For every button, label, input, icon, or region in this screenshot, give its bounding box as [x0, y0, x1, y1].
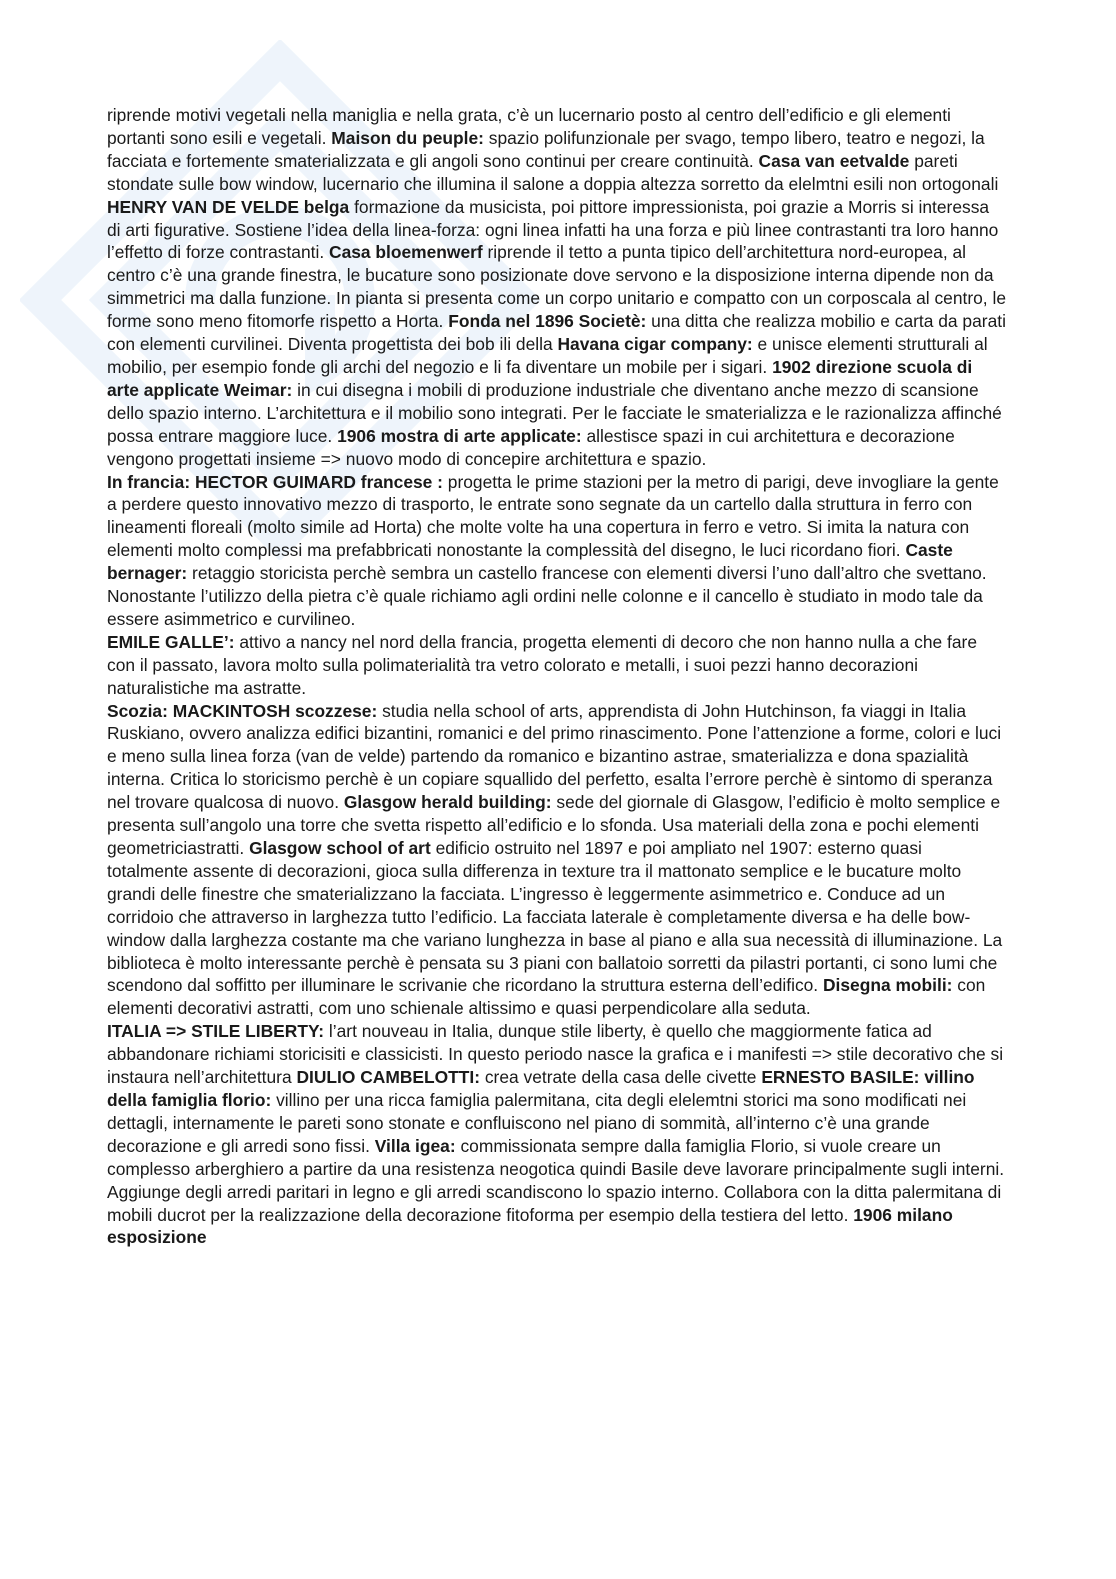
bold-heading-text: 1902 direzione scuola di arte applicate Weimar: — [107, 356, 973, 400]
bold-heading-text: EMILE GALLE’: — [107, 631, 235, 652]
bold-heading-text: Scozia: MACKINTOSH scozzese: — [107, 700, 378, 721]
body-text: edificio ostruito nel 1897 e poi ampliato nel 1907: esterno quasi totalmente assente di decorazioni, gioca sulla differenza in texture tra il mattonato semplice e le bucature molto grandi delle finestre che smaterializzano la facciata. L’ingresso è leggermente asimmetrico e. Conduce ad un corridoio che attraverso in larghezza tutto l’edificio. La facciata laterale è completamente diversa e ha delle bow-window dalla larghezza costante ma che variano lunghezza in base al piano e alla sua necessità di illuminazione. La biblioteca è molto interessante perchè è pensata su 3 piani con ballatoio sorretti da pilastri portanti, ci sono lumi che scendono dal soffitto per illuminare le scrivanie che ricordano la struttura esterna dell’edifico. — [107, 838, 1003, 996]
body-text: una ditta che realizza mobilio e carta da parati con elementi curvilinei. Diventa progettista dei bob ili della — [107, 311, 1006, 355]
body-text: commissionata sempre dalla famiglia Florio, si vuole creare un complesso arberghiero a partire da una resistenza neogotica quindi Basile deve lavorare principalmente sugli interni. Aggiunge degli arredi paritari in legno e gli arredi scandiscono lo spazio interno. Collabora con la ditta palermitana di mobili ducrot per la realizzazione della decorazione fitoforma per esempio della testiera del letto. — [107, 1135, 1005, 1225]
bold-heading-text: Casa bloemenwerf — [329, 242, 483, 263]
paragraph — [107, 471, 1007, 631]
bold-heading-text: DIULIO CAMBELOTTI: — [296, 1067, 481, 1088]
paragraph — [107, 631, 1007, 700]
body-text: allestisce spazi in cui architettura e decorazione vengono progettati insieme => nuovo modo di concepire architettura e spazio. — [107, 425, 955, 469]
body-text: con elementi decorativi astratti, com uno schienale altissimo e quasi perpendicolare alla seduta. — [107, 975, 986, 1019]
document-body — [107, 104, 1007, 1249]
paragraph — [107, 700, 1007, 1021]
bold-heading-text: Glasgow herald building: — [343, 792, 552, 813]
body-text: pareti stondate sulle bow window, lucernario che illumina il salone a doppia altezza sorretto da elelmtni esili non ortogonali — [107, 150, 999, 194]
bold-heading-text: Glasgow school of art — [249, 838, 431, 858]
body-text: riprende motivi vegetali nella maniglia e nella grata, c’è un lucernario posto al centro dell’edificio e gli elementi portanti sono esili e vegetali. — [107, 105, 951, 148]
body-text: studia nella school of arts, apprendista di John Hutchinson, fa viaggi in Italia Ruskiano, ovvero analizza edifici bizantini, romanici e del primo rinascimento. Pone l’attenzione a forme, colori e luci e meno sulla linea forza (van de velde) partendo da romanico e bizantino astrae, smaterializza e dona spazialità interna. Critica lo storicismo perchè è un copiare squallido del perfetto, esalta l’errore perchè è sintomo di speranza nel trovare qualcosa di nuovo. — [107, 700, 1002, 813]
paragraph — [107, 1020, 1007, 1249]
bold-heading-text: Fonda nel 1896 Societè: — [448, 311, 647, 332]
body-text: spazio polifunzionale per svago, tempo libero, teatro e negozi, la facciata e fortemente smaterializzata e gli angoli sono continui per creare continuità. — [107, 127, 985, 171]
body-text: e unisce elementi strutturali al mobilio, per esempio fonde gli archi del negozio e li fa diventare un mobile per i sigari. — [107, 334, 988, 377]
body-text: formazione da musicista, poi pittore impressionista, poi grazie a Morris si interessa di arti figurative. Sostiene l’idea della linea-forza: ogni linea infatti ha una forza e più linee contrastanti tra loro hanno l’effetto di forze contrastanti. — [107, 196, 999, 263]
bold-heading-text: Caste bernager: — [107, 540, 953, 584]
body-text: in cui disegna i mobili di produzione industriale che diventano anche mezzo di scansione dello spazio interno. L’architettura e il mobilio sono integrati. Per le facciate le smaterializza e le razionalizza affinché possa entrare maggiore luce. — [107, 379, 1002, 446]
body-text: villino per una ricca famiglia palermitana, cita degli elelemtni storici ma sono modificati nei dettagli, internamente le pareti sono stonate e confluiscono nel piano di sommità, all’interno c’è una grande decorazione e gli arredi sono fissi. — [107, 1089, 967, 1156]
bold-heading-text: 1906 milano esposizione — [107, 1204, 953, 1248]
bold-heading-text: Disegna mobili: — [822, 975, 953, 996]
bold-heading-text: Casa van eetvalde — [758, 150, 910, 171]
paragraph — [107, 196, 1007, 471]
bold-heading-text: 1906 mostra di arte applicate: — [337, 425, 582, 446]
body-text: retaggio storicista perchè sembra un castello francese con elementi diversi l’uno dall’altro che svettano. Nonostante l’utilizzo della pietra c’è quale richiamo agli ordini nelle colonne e il cancello è studiato in modo tale da essere asimmetrico e curvilineo. — [107, 563, 987, 629]
bold-heading-text: ITALIA => STILE LIBERTY: — [107, 1021, 325, 1042]
bold-heading-text: In francia: HECTOR GUIMARD francese : — [107, 471, 443, 492]
body-text: sede del giornale di Glasgow, l’edificio è molto semplice e presenta sull’angolo una torre che svetta rispetto all’edificio e lo sfonda. Usa materiali della zona e pochi elementi geometriciastratti. — [107, 792, 1001, 858]
body-text: progetta le prime stazioni per la metro di parigi, deve invogliare la gente a perdere questo innovativo mezzo di trasporto, le entrate sono segnate da un cartello dalla struttura in ferro con lineamenti floreali (molto simile ad Horta) che molte volte ha una copertura in ferro e vetro. Si imita la natura con elementi molto complessi ma prefabbricati nonostante la complessità del disegno, le luci ricordano fiori. — [107, 471, 999, 561]
body-text: attivo a nancy nel nord della francia, progetta elementi di decoro che non hanno nulla a che fare con il passato, lavora molto sulla polimaterialità tra vetro colorato e metalli, i suoi pezzi hanno decorazioni naturalistiche ma astratte. — [107, 631, 978, 698]
bold-heading-text: ERNESTO BASILE: villino della famiglia florio: — [107, 1067, 975, 1110]
bold-heading-text: Villa igea: — [374, 1135, 456, 1156]
body-text: l’art nouveau in Italia, dunque stile liberty, è quello che maggiormente fatica ad abbandonare richiami storicisiti e classicisti. In questo periodo nasce la grafica e i manifesti => stile decorativo che si instaura nell’architettura — [107, 1021, 1004, 1088]
paragraph — [107, 104, 1007, 196]
body-text: riprende il tetto a punta tipico dell’architettura nord-europea, al centro c’è una grande finestra, le bucature sono posizionate dove servono e la disposizione interna dipende non da simmetrici ma dalla funzione. In pianta si presenta come un corpo unitario e compatto con un corposcala al centro, le forme sono meno fitomorfe rispetto a Horta. — [107, 242, 1006, 332]
bold-heading-text: HENRY VAN DE VELDE belga — [107, 196, 350, 217]
body-text: crea vetrate della casa delle civette — [480, 1067, 762, 1088]
bold-heading-text: Havana cigar company: — [557, 334, 753, 355]
bold-heading-text: Maison du peuple: — [331, 127, 484, 148]
